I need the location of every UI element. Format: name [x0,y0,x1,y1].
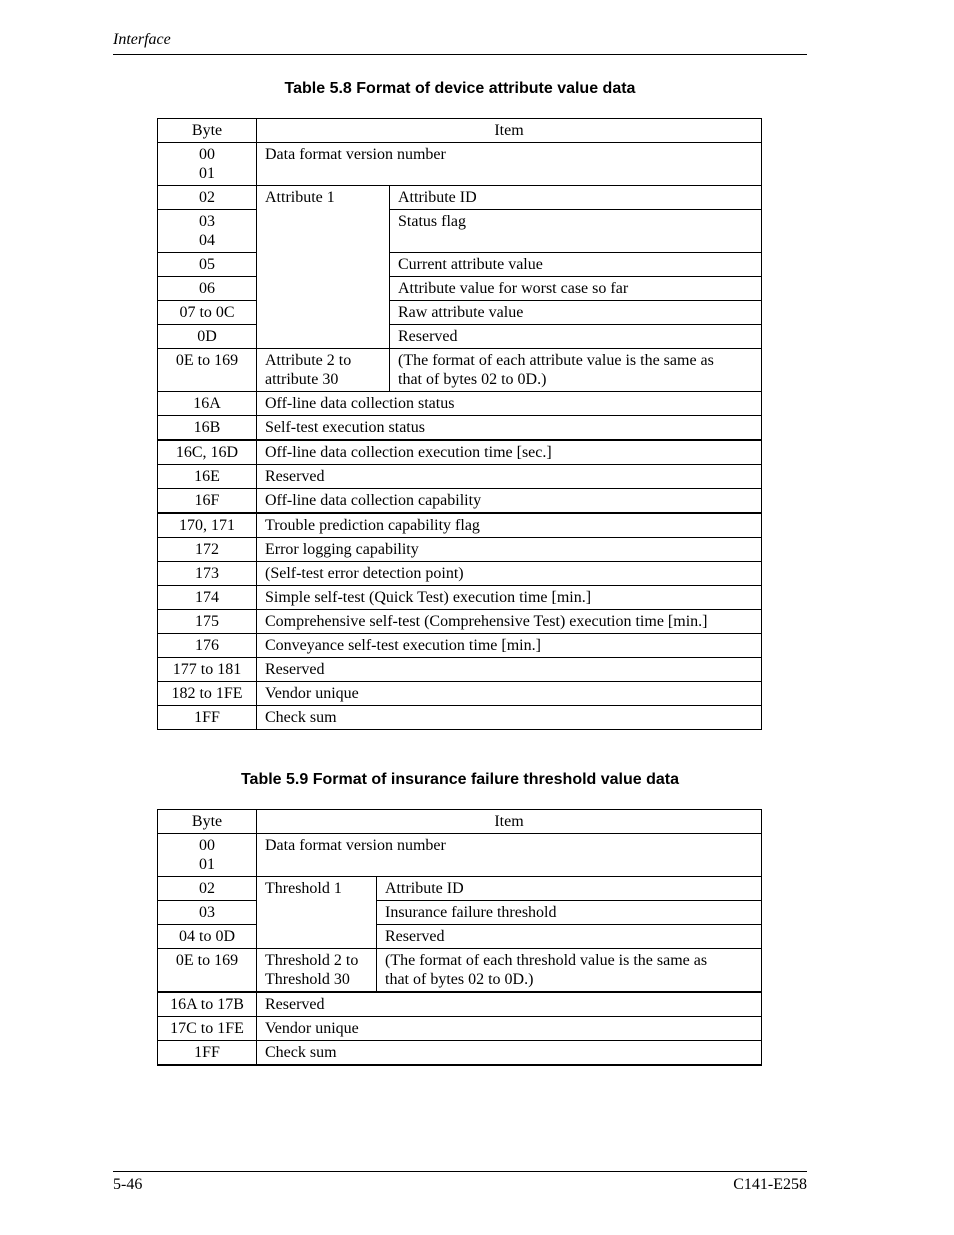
byte-cell: 02 [158,877,257,901]
item-cell: Comprehensive self-test (Comprehensive Test) execution time [min.] [257,610,762,634]
item-cell: Off-line data collection execution time [sec.] [257,440,762,465]
item-cell: Simple self-test (Quick Test) execution time [min.] [257,586,762,610]
table-5-9-caption: Table 5.9 Format of insurance failure threshold value data [240,771,680,788]
table-row [158,349,762,392]
table-row [158,877,762,901]
item-cell: Reserved [257,992,762,1017]
table-row [158,253,762,277]
byte-cell: 16F [158,489,257,514]
item-cell: Reserved [257,658,762,682]
item-cell: Insurance failure threshold [377,901,762,925]
item-cell: (The format of each attribute value is the same as that of bytes 02 to 0D.) [390,349,762,392]
item-cell: Conveyance self-test execution time [min.] [257,634,762,658]
table-row [158,1017,762,1041]
byte-cell: 16B [158,416,257,441]
byte-cell: 03 [158,901,257,925]
table-row [158,925,762,949]
byte-cell: 07 to 0C [158,301,257,325]
item-cell: Attribute value for worst case so far [390,277,762,301]
table-row [158,706,762,730]
byte-cell: 176 [158,634,257,658]
byte-cell: 182 to 1FE [158,682,257,706]
byte-header: Byte [158,119,257,143]
item-cell: Attribute ID [390,186,762,210]
item-cell: (The format of each threshold value is the same as that of bytes 02 to 0D.) [377,949,762,993]
byte-cell: 00 01 [158,834,257,877]
item-cell: Attribute ID [377,877,762,901]
byte-cell: 173 [158,562,257,586]
table-row [158,949,762,993]
byte-cell: 00 01 [158,143,257,186]
byte-cell: 1FF [158,706,257,730]
byte-cell: 1FF [158,1041,257,1066]
byte-cell: 0E to 169 [158,349,257,392]
table-row [158,834,762,877]
footer-rule [113,1171,807,1172]
threshold-group-label: Threshold 1 [257,877,377,949]
table-row [158,682,762,706]
table-row [158,586,762,610]
item-cell: Trouble prediction capability flag [257,513,762,538]
byte-cell: 0E to 169 [158,949,257,993]
byte-cell: 17C to 1FE [158,1017,257,1041]
table-row [158,325,762,349]
item-cell: Raw attribute value [390,301,762,325]
table-row [158,489,762,514]
item-cell: (Self-test error detection point) [257,562,762,586]
table-row [158,392,762,416]
table-row [158,901,762,925]
table-row [158,416,762,441]
item-header: Item [257,119,762,143]
table-row [158,610,762,634]
item-cell: Self-test execution status [257,416,762,441]
table-row [158,440,762,465]
item-cell: Current attribute value [390,253,762,277]
byte-cell: 16A [158,392,257,416]
table-header-row [158,810,762,834]
table-row [158,513,762,538]
item-cell: Error logging capability [257,538,762,562]
table-row [158,658,762,682]
running-header: Interface [113,31,171,48]
header-rule [113,54,807,55]
byte-cell: 174 [158,586,257,610]
table-row [158,210,762,253]
byte-cell: 170, 171 [158,513,257,538]
item-cell: Off-line data collection status [257,392,762,416]
table-header-row [158,119,762,143]
table-row [158,1041,762,1066]
byte-cell: 175 [158,610,257,634]
item-cell: Vendor unique [257,682,762,706]
item-cell: Check sum [257,1041,762,1066]
page-number: 5-46 [113,1176,143,1193]
byte-header: Byte [158,810,257,834]
item-cell: Status flag [390,210,762,253]
table-row [158,634,762,658]
table-row [158,562,762,586]
item-cell: Reserved [390,325,762,349]
threshold-group-label: Threshold 2 to Threshold 30 [257,949,377,993]
byte-cell: 177 to 181 [158,658,257,682]
table-row [158,465,762,489]
byte-cell: 0D [158,325,257,349]
byte-cell: 16C, 16D [158,440,257,465]
byte-cell: 04 to 0D [158,925,257,949]
item-cell: Data format version number [257,834,762,877]
byte-cell: 16E [158,465,257,489]
item-cell: Vendor unique [257,1017,762,1041]
item-cell: Off-line data collection capability [257,489,762,514]
byte-cell: 16A to 17B [158,992,257,1017]
table-row [158,277,762,301]
table-5-8-caption: Table 5.8 Format of device attribute value data [284,80,636,97]
byte-cell: 06 [158,277,257,301]
byte-cell: 172 [158,538,257,562]
item-cell: Reserved [257,465,762,489]
item-cell: Data format version number [257,143,762,186]
item-cell: Reserved [377,925,762,949]
byte-cell: 05 [158,253,257,277]
table-row [158,143,762,186]
document-code: C141-E258 [733,1176,807,1193]
table-row [158,301,762,325]
attribute-group-label: Attribute 2 to attribute 30 [257,349,390,392]
table-5-8 [157,118,762,730]
attribute-group-label: Attribute 1 [257,186,390,349]
byte-cell: 02 [158,186,257,210]
byte-cell: 03 04 [158,210,257,253]
item-cell: Check sum [257,706,762,730]
item-header: Item [257,810,762,834]
table-row [158,538,762,562]
table-row [158,992,762,1017]
table-row [158,186,762,210]
table-5-9 [157,809,762,1066]
